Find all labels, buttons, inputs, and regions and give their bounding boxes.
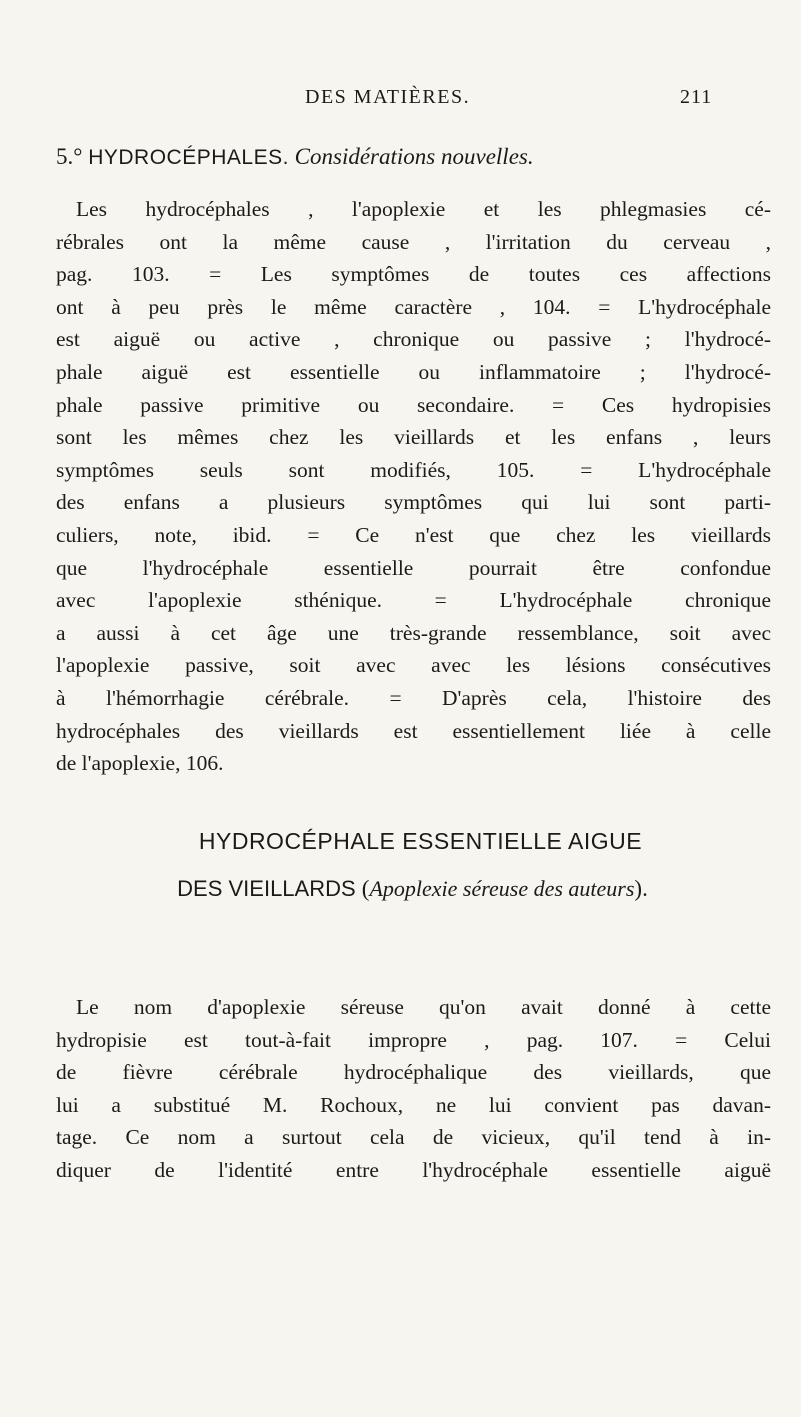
subheading-close-paren: ). bbox=[634, 876, 648, 901]
text-line: hydropisie est tout-à-fait impropre , pag. 107. = Celui bbox=[56, 1027, 771, 1052]
text-line: l'apoplexie passive, soit avec avec les lésions consécutives bbox=[56, 653, 771, 678]
text-line: des enfans a plusieurs symptômes qui lui sont parti- bbox=[56, 490, 771, 515]
text-line: tage. Ce nom a surtout cela de vicieux, qu'il tend à in- bbox=[56, 1125, 771, 1150]
text-line: Les hydrocéphales , l'apoplexie et les phlegmasies cé- bbox=[76, 197, 771, 221]
text-line: que l'hydrocéphale essentielle pourrait être confondue bbox=[56, 555, 771, 580]
subheading-open-paren: ( bbox=[361, 876, 370, 901]
running-head bbox=[0, 86, 801, 116]
text-line: lui a substitué M. Rochoux, ne lui convient pas davan- bbox=[56, 1092, 771, 1117]
section-subtitle: Considérations nouvelles. bbox=[294, 144, 534, 169]
text-line: de l'apoplexie, 106. bbox=[56, 751, 224, 776]
text-line: avec l'apoplexie sthénique. = L'hydrocéphale chronique bbox=[56, 588, 771, 613]
text-line: phale passive primitive ou secondaire. = Ces hydropisies bbox=[56, 392, 771, 417]
section-heading bbox=[56, 144, 534, 170]
text-line: culiers, note, ibid. = Ce n'est que chez les vieillards bbox=[56, 522, 771, 547]
subheading-line-2 bbox=[12, 876, 801, 902]
paragraph-hydrocephales bbox=[56, 193, 771, 780]
text-line: sont les mêmes chez les vieillards et les enfans , leurs bbox=[56, 425, 771, 450]
text-line: à l'hémorrhagie cérébrale. = D'après cela, l'histoire des bbox=[56, 685, 771, 710]
text-line: diquer de l'identité entre l'hydrocéphale essentielle aiguë bbox=[56, 1157, 771, 1182]
page-number: 211 bbox=[680, 86, 713, 108]
section-number: 5.° bbox=[56, 144, 83, 169]
paragraph-apoplexie-sereuse bbox=[56, 991, 771, 1187]
text-line: phale aiguë est essentielle ou inflammatoire ; l'hydrocé- bbox=[56, 359, 771, 384]
subheading-line-1: HYDROCÉPHALE ESSENTIELLE AIGUE bbox=[198, 828, 643, 854]
text-line: Le nom d'apoplexie séreuse qu'on avait donné à cette bbox=[76, 995, 771, 1019]
text-line: pag. 103. = Les symptômes de toutes ces affections bbox=[56, 262, 771, 287]
text-line: hydrocéphales des vieillards est essentiellement liée à celle bbox=[56, 718, 771, 743]
section-title: HYDROCÉPHALES. bbox=[88, 146, 289, 169]
text-line: est aiguë ou active , chronique ou passive ; l'hydrocé- bbox=[56, 327, 771, 352]
running-title: DES MATIÈRES. bbox=[305, 86, 471, 108]
text-line: rébrales ont la même cause , l'irritation du cerveau , bbox=[56, 229, 771, 254]
text-line: ont à peu près le même caractère , 104. = L'hydrocéphale bbox=[56, 294, 771, 319]
subheading-caps: DES VIEILLARDS bbox=[177, 876, 356, 901]
text-line: symptômes seuls sont modifiés, 105. = L'hydrocéphale bbox=[56, 457, 771, 482]
text-line: de fièvre cérébrale hydrocéphalique des vieillards, que bbox=[56, 1060, 771, 1085]
text-line: a aussi à cet âge une très-grande ressemblance, soit avec bbox=[56, 620, 771, 645]
subheading-italic: Apoplexie séreuse des auteurs bbox=[369, 876, 635, 901]
